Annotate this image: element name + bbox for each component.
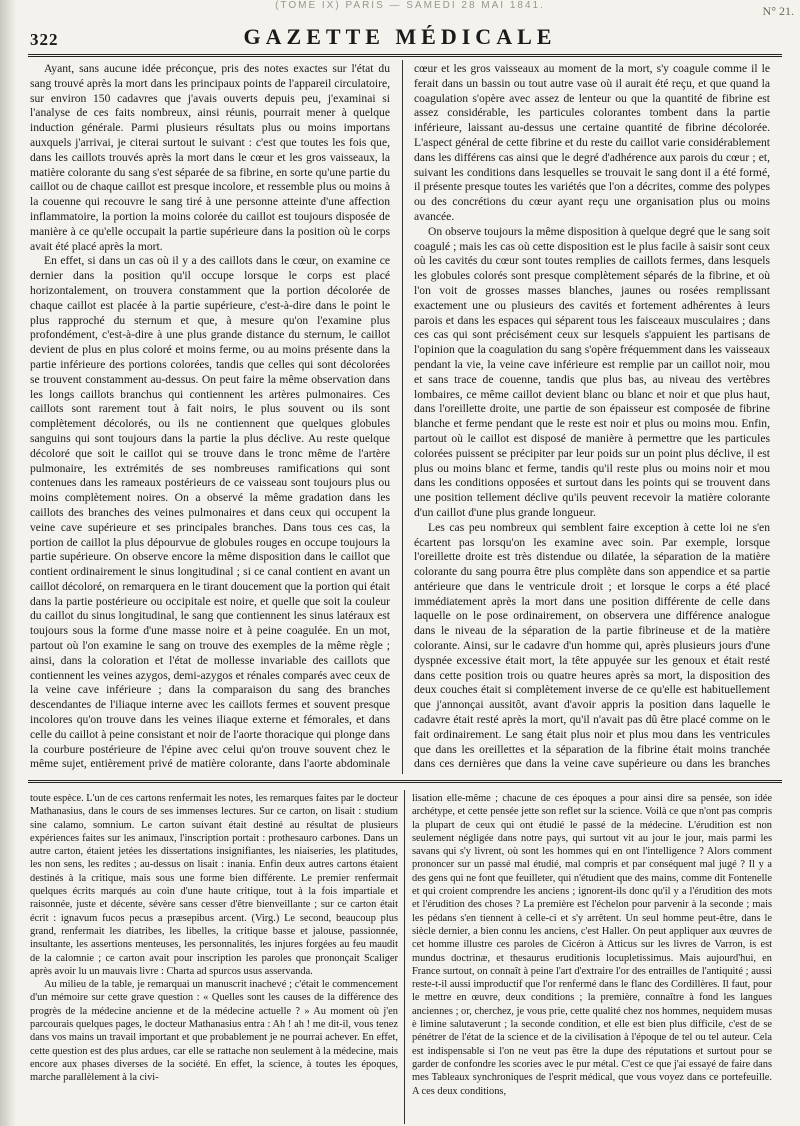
column-divider — [404, 790, 405, 1124]
header-rule — [28, 54, 782, 57]
paragraph: cœur et les gros vaisseaux au moment de la mort, s'y coagule comme il le ferait dans un bassin ou tout autre vase où il aurait été reçu, et que quand la coagulation s'opère avec assez de lenteur ou que la quantité de fibrine est assez considérable, les particules colorantes tombent dans la partie inférieure, laissant au-dessus une certaine quantité de fibrine décolorée. L'aspect général de cette fibrine et du reste du caillot varie considérablement dans les différens cas ainsi que le degré d'adhérence aux parois du cœur ; et, suivant les conditions dans lesquelles se trouvait le sang dont il a été formé, il présente presque toutes les variétés que l'on a décrites, comme des polypes ou des concrétions du cœur ayant reçu une organisation plus ou moins avancée. — [414, 62, 770, 223]
journal-title: GAZETTE MÉDICALE — [243, 24, 557, 49]
article-column-right — [414, 62, 770, 774]
paragraph: En effet, si dans un cas où il y a des caillots dans le cœur, on examine ce dernier dans la position qu'il occupe lorsque le corps est placé horizontalement, on trouvera constamment que la portion décolorée de chaque caillot est placée à la partie supérieure, c'est-à-dire dans le point le plus rapproché du sternum et que, à mesure qu'on l'examine plus profondément, c'est-à-dire à une plus grande distance du sternum, le caillot devient de plus en plus coloré et moins ferme, ou au moins présente dans la partie inférieure des portions colorées, tandis que celles qui sont décolorées se trouvent constamment au-dessus. On peut faire la même observation dans les longs caillots branchus qui contiennent les artères pulmonaires. Ces caillots sont rarement tout à fait noirs, le plus souvent ou ils sont complètement décolorés, ou ils ne contiennent que quelques globules sanguins qui sont toujours dans la partie la plus déclive. Au reste quelque décoloré que soit le caillot qui se trouve dans le tronc même de l'artère pulmonaire, les extrémités de ses nombreuses ramifications qui sont contenues dans les rameaux postérieurs de ce vaisseau sont toujours plus ou moins complètement noires. On a observé la même gradation dans les caillots des branches des veines pulmonaires et dans ceux qui occupent la veine cave supérieure et ses principales branches. Dans tous ces cas, la portion de caillot la plus dépourvue de globules rouges en occupe toujours la partie supérieure. On observe encore la même disposition dans le caillot que contient ordinairement le sinus longitudinal ; si ce canal contient en avant un caillot décoloré, on remarquera en le tirant doucement que la portion qui était dans la partie postérieure ou occipitale est noire, et quelle que soit la couleur du caillot du sinus longitudinal, le sang que contiennent les sinus latéraux est toujours sous la forme d'une masse noire et à peine coagulée. En un mot, partout où l'on examine le sang on trouve des exemples de la même règle ; ainsi, dans la coloration et l'état de mollesse invariable des caillots que contiennent les veines azygos, demi-azygos et rénales comparés avec ceux de la veine cave inférieure ; dans la comparaison du sang des branches descendantes de l'iliaque interne avec les caillots fermes et souvent presque incolores qu'on trouve dans les veines iliaque externe et fémorales, et dans celle du caillot à peine consistant et noir de l'aorte thoracique qui plonge dans la courbure postérieure de l'épine avec celui qu'on trouve souvent chez le même sujet, entièrement privé de matière colorante, dans l'aorte abdominale — [30, 254, 390, 771]
paragraph: Ayant, sans aucune idée préconçue, pris des notes exactes sur l'état du sang trouvé après la mort dans les principaux points de l'appareil circulatoire, sur environ 150 cadavres que j'avais ouverts depuis peu, j'examinai si l'analyse de ces faits nombreux, ainsi réunis, pourrait mener à quelque induction générale. Parmi plusieurs résultats plus ou moins importans auxquels j'arrivai, je citerai surtout le suivant : c'est que toutes les fois que, dans les caillots trouvés après la mort dans le cœur et les gros vaisseaux, la matière colorante du sang s'est séparée de sa fibrine, en sorte qu'une partie du caillot ou de chaque caillot est presque incolore, et ressemble plus ou moins à la couenne qui recouvre le sang tiré à une personne atteinte d'une affection inflammatoire, la portion la moins colorée du caillot est toujours disposée de manière à ce qu'elle occupait la partie supérieure dans la position où le corps avait été placé après la mort. — [30, 62, 390, 253]
feuilleton-column-right — [412, 792, 772, 1122]
column-divider — [402, 60, 403, 774]
paragraph: On observe toujours la même disposition à quelque degré que le sang soit coagulé ; mais les cas où cette disposition est le plus facile à saisir sont ceux où les cavités du cœur sont toutes remplies de caillots fermes, dans lesquels les globules colorés sont presque complètement séparés de la fibrine, et où l'on voit de grosses masses blanches, jaunes ou rosées remplissant exactement une ou plusieurs des cavités et fortement adhérentes à leurs parois et dans les espaces qui séparent tous les faisceaux musculaires ; dans ces cas qui sont précisément ceux sur lesquels s'appuient les partisans de l'opinion que la coagulation du sang s'opère fréquemment dans les vaisseaux pendant la vie, la veine cave inférieure est remplie par un caillot noir, mou et sans trace de couenne, tandis que plus bas, au niveau des vertèbres lombaires, ce même caillot devient blanc ou blanc et noir et que plus haut, dans l'oreillette droite, une partie de son épaisseur est composée de fibrine blanche et ferme pendant que le reste est noir et plus ou moins mou. Enfin, partout où le caillot est disposé de manière à permettre que les particules colorées puissent se précipiter par leur poids sur un point plus déclive, il est plus ou moins blanc et ferme, tandis qu'il reste plus ou moins noir et mou dans les conditions opposées et surtout dans les points qui se trouvent dans une position tellement déclive qu'ils peuvent recevoir la matière colorante d'un caillot d'une plus grande longueur. — [414, 224, 770, 519]
issue-number: N° 21. — [762, 4, 794, 18]
paragraph: lisation elle-même ; chacune de ces époques a pour ainsi dire sa pensée, son idée archétype, et cette pensée jette son reflet sur la science. Voilà ce que n'ont pas compris la plupart de ceux qui ont étudié le passé de la médecine. L'érudition est non seulement négligée dans notre pays, qui surtout vit au jour le jour, mais parmi les savans qui s'y livrent, où sont les hommes qui en ont l'intelligence ? Alors comment prononcer sur un passé mal étudié, mal compris et par conséquent mal jugé ? Il y a des gens qui ne font que feuilleter, qui n'étudient que des mains, comme dit Fontenelle et qui croient comprendre les anciens ; ignorent-ils donc qu'il y a l'érudition des mots et l'érudition des choses ? La première est l'échelon pour parvenir à la seconde ; mais les pédans s'en tiennent à celle-ci et s'y arrêtent. Un seul homme peut-être, dans le siècle dernier, a bien connu les anciens, c'est Haller. On peut appliquer aux œuvres de cet homme illustre ces paroles de Cicéron à Atticus sur les livres de Varron, is est mundus doctrinæ, et thesaurus eruditionis locupletissimus. Mais aujourd'hui, en France surtout, on connaît à peine l'art d'extraire l'or des entrailles de l'antiquité ; aussi reste-t-il aussi improductif que l'or renfermé dans le flanc des Cordillères. Il faut, pour le mettre en œuvre, deux conditions ; la première, connaître à fond les langues anciennes ; or, cherchez, je vous prie, cette qualité chez nos hommes, nequidem musas è limine salutaverunt ; la seconde condition, et elle est bien plus difficile, c'est de se pénétrer de l'état de la science et de la civilisation à l'époque de tel ou tel auteur. Cela est indispensable si l'on ne veut pas être la dupe des réputations et surtout pour se garder de confondre les scories avec le pur métal. C'est ce que j'ai essayé de faire dans mes Tableaux synchroniques de l'esprit médical, que vous voyez dans ce portefeuille. A ces deux conditions, — [412, 793, 772, 1097]
page-number: 322 — [30, 30, 59, 49]
paragraph: Au milieu de la table, je remarquai un manuscrit inachevé ; c'était le commencement d'un mémoire sur cette grave question : « Quelles sont les causes de la différence des progrès de la médecine ancienne et de la médecine actuelle ? » Au moment où j'en parcourais quelques pages, le docteur Mathanasius entra : Ah ! ah ! me dit-il, vous tenez dans vos mains un travail important et que probablement je ne pourrai achever. En effet, cette question est des plus ardues, car elle se rattache non seulement à la médecine, mais encore aux phases diverses de la société. En effet, la science, à toutes les époques, marche parallèlement à la civi- — [30, 979, 398, 1084]
paragraph: toute espèce. L'un de ces cartons renfermait les notes, les remarques faites par le docteur Mathanasius, dans le cours de ses immenses lectures. Sur ce carton, on lisait : studium sine calamo, somnium. Le carton suivant était destiné au résultat de plusieurs expériences faites sur les animaux, l'inscription portait : prothesauro carbones. Dans un autre carton, étaient jetées les dissertations insignifiantes, les niaiseries, les platitudes, les non sens, les redites ; au-dessus on lisait : inania. Enfin deux autres cartons étaient destinés à la critique, mais sous une forme bien différente. Le premier renfermait quelques écrits marqués au coin d'une haute critique, tout à la fois impartiale et raisonnée, juste et décente, sévère sans cesser d'être bienveillante ; sur ce carton était écrit : ignavum fucos pecus a præsepibus arcent. (Virg.) Le second, beaucoup plus grand, renfermait les diatribes, les libelles, la critique basse et jalouse, passionnée, insultante, les assertions menteuses, les personnalités, les injures forgées au feu maudit de la calomnie ; ce carton avait pour inscription les paroles que prononçait Scaliger après avoir lu un mauvais livre : Charta ad spurcos usus asservanda. — [30, 793, 398, 977]
feuilleton-rule — [28, 780, 782, 783]
binding-shadow — [0, 0, 16, 1126]
article-column-left — [30, 62, 390, 774]
paragraph: Les cas peu nombreux qui semblent faire exception à cette loi ne s'en écartent pas lorsqu'on les examine avec soin. Par exemple, lorsque l'oreillette droite est très distendue ou dilatée, la séparation de la matière colorante du sang pourra être plus complète dans son appendice et sa partie antérieure que dans le ventricule droit ; et lorsque le corps a été placé immédiatement après la mort dans une position différente de celle dans laquelle on le pose ordinairement, on observera une différence analogue dans le niveau de la séparation de la partie fibrineuse et de la matière colorante. Ainsi, sur le cadavre d'un homme qui, après plusieurs jours d'une dyspnée excessive était mort, la tête appuyée sur les genoux et était resté dans cette position trois ou quatre heures après sa mort, la disposition des deux couches était si complètement inverse de ce qu'elle est habituellement que j'annonçai aussitôt, avant d'avoir appris la position dans laquelle le cadavre était resté après la mort, qu'il n'avait pas dû être placé comme on le fait ordinairement. Le sang était plus noir et plus mou dans les ventricules que dans les oreillettes et la séparation de la fibrine était moins tranchée dans ces dernières que dans la veine cave supérieure ou dans les branches — [414, 520, 770, 771]
feuilleton-column-left — [30, 792, 398, 1122]
header-strip: (TOME IX) PARIS — SAMEDI 28 MAI 1841. — [275, 0, 545, 11]
